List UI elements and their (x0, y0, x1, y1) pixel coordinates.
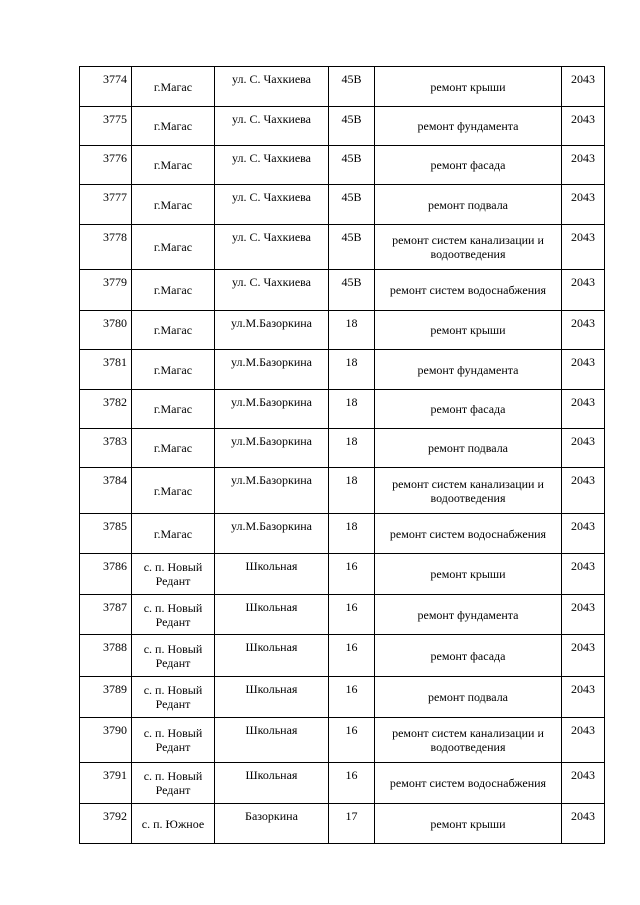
street-cell: ул. С. Чахкиева (215, 67, 329, 107)
table-body (80, 67, 605, 844)
year-cell: 2043 (562, 635, 605, 677)
table-row (80, 350, 605, 390)
settlement-cell: г.Магас (132, 350, 215, 390)
table-row (80, 270, 605, 311)
house-number-cell: 16 (329, 554, 375, 595)
table-row (80, 677, 605, 718)
work-type-cell: ремонт подвала (375, 429, 562, 468)
house-number-cell: 16 (329, 595, 375, 635)
settlement-cell: г.Магас (132, 185, 215, 225)
street-cell: ул. С. Чахкиева (215, 225, 329, 270)
work-type-cell: ремонт систем канализации и водоотведения (375, 718, 562, 763)
table-row (80, 67, 605, 107)
row-number: 3788 (80, 635, 132, 677)
street-cell: ул.М.Базоркина (215, 468, 329, 514)
work-type-cell: ремонт систем водоснабжения (375, 514, 562, 554)
table-row (80, 718, 605, 763)
settlement-cell: с. п. Новый Редант (132, 595, 215, 635)
work-type-cell: ремонт систем водоснабжения (375, 763, 562, 804)
row-number: 3784 (80, 468, 132, 514)
year-cell: 2043 (562, 390, 605, 429)
year-cell: 2043 (562, 146, 605, 185)
year-cell: 2043 (562, 185, 605, 225)
settlement-cell: с. п. Новый Редант (132, 677, 215, 718)
row-number: 3785 (80, 514, 132, 554)
table-row (80, 225, 605, 270)
row-number: 3775 (80, 107, 132, 146)
settlement-cell: г.Магас (132, 67, 215, 107)
work-type-cell: ремонт фасада (375, 390, 562, 429)
street-cell: ул. С. Чахкиева (215, 185, 329, 225)
year-cell: 2043 (562, 225, 605, 270)
work-type-cell: ремонт фундамента (375, 107, 562, 146)
house-number-cell: 18 (329, 468, 375, 514)
house-number-cell: 17 (329, 804, 375, 844)
row-number: 3783 (80, 429, 132, 468)
house-number-cell: 18 (329, 350, 375, 390)
table-row (80, 390, 605, 429)
year-cell: 2043 (562, 311, 605, 350)
street-cell: Школьная (215, 677, 329, 718)
settlement-cell: с. п. Новый Редант (132, 635, 215, 677)
house-number-cell: 18 (329, 429, 375, 468)
year-cell: 2043 (562, 107, 605, 146)
row-number: 3780 (80, 311, 132, 350)
work-type-cell: ремонт систем канализации и водоотведения (375, 468, 562, 514)
settlement-cell: г.Магас (132, 146, 215, 185)
work-type-cell: ремонт крыши (375, 311, 562, 350)
row-number: 3786 (80, 554, 132, 595)
row-number: 3791 (80, 763, 132, 804)
work-type-cell: ремонт систем водоснабжения (375, 270, 562, 311)
year-cell: 2043 (562, 270, 605, 311)
row-number: 3790 (80, 718, 132, 763)
work-type-cell: ремонт подвала (375, 677, 562, 718)
street-cell: Школьная (215, 635, 329, 677)
street-cell: ул. С. Чахкиева (215, 146, 329, 185)
house-number-cell: 18 (329, 311, 375, 350)
year-cell: 2043 (562, 595, 605, 635)
year-cell: 2043 (562, 429, 605, 468)
year-cell: 2043 (562, 514, 605, 554)
year-cell: 2043 (562, 350, 605, 390)
street-cell: Школьная (215, 718, 329, 763)
street-cell: ул.М.Базоркина (215, 311, 329, 350)
work-type-cell: ремонт фасада (375, 146, 562, 185)
table-row (80, 107, 605, 146)
row-number: 3792 (80, 804, 132, 844)
table-row (80, 635, 605, 677)
table-row (80, 763, 605, 804)
row-number: 3774 (80, 67, 132, 107)
settlement-cell: г.Магас (132, 468, 215, 514)
row-number: 3782 (80, 390, 132, 429)
street-cell: ул.М.Базоркина (215, 350, 329, 390)
house-number-cell: 18 (329, 390, 375, 429)
street-cell: Школьная (215, 763, 329, 804)
year-cell: 2043 (562, 468, 605, 514)
house-number-cell: 45В (329, 225, 375, 270)
street-cell: Школьная (215, 554, 329, 595)
settlement-cell: г.Магас (132, 270, 215, 311)
work-type-cell: ремонт крыши (375, 67, 562, 107)
house-number-cell: 45В (329, 146, 375, 185)
works-table (79, 66, 605, 844)
street-cell: ул. С. Чахкиева (215, 270, 329, 311)
row-number: 3779 (80, 270, 132, 311)
table-row (80, 595, 605, 635)
row-number: 3781 (80, 350, 132, 390)
work-type-cell: ремонт систем канализации и водоотведения (375, 225, 562, 270)
work-type-cell: ремонт крыши (375, 804, 562, 844)
house-number-cell: 45В (329, 185, 375, 225)
table-row (80, 514, 605, 554)
row-number: 3787 (80, 595, 132, 635)
settlement-cell: с. п. Новый Редант (132, 554, 215, 595)
work-type-cell: ремонт крыши (375, 554, 562, 595)
year-cell: 2043 (562, 763, 605, 804)
settlement-cell: с. п. Новый Редант (132, 718, 215, 763)
work-type-cell: ремонт фундамента (375, 350, 562, 390)
settlement-cell: с. п. Новый Редант (132, 763, 215, 804)
table-row (80, 804, 605, 844)
house-number-cell: 45В (329, 270, 375, 311)
work-type-cell: ремонт подвала (375, 185, 562, 225)
table-row (80, 554, 605, 595)
year-cell: 2043 (562, 804, 605, 844)
settlement-cell: г.Магас (132, 429, 215, 468)
year-cell: 2043 (562, 677, 605, 718)
row-number: 3777 (80, 185, 132, 225)
table-row (80, 468, 605, 514)
house-number-cell: 16 (329, 718, 375, 763)
row-number: 3789 (80, 677, 132, 718)
table-row (80, 311, 605, 350)
settlement-cell: г.Магас (132, 311, 215, 350)
settlement-cell: г.Магас (132, 514, 215, 554)
table-row (80, 429, 605, 468)
work-type-cell: ремонт фасада (375, 635, 562, 677)
house-number-cell: 45В (329, 107, 375, 146)
work-type-cell: ремонт фундамента (375, 595, 562, 635)
settlement-cell: г.Магас (132, 390, 215, 429)
year-cell: 2043 (562, 67, 605, 107)
house-number-cell: 16 (329, 635, 375, 677)
house-number-cell: 45В (329, 67, 375, 107)
row-number: 3778 (80, 225, 132, 270)
settlement-cell: г.Магас (132, 107, 215, 146)
street-cell: ул.М.Базоркина (215, 429, 329, 468)
settlement-cell: г.Магас (132, 225, 215, 270)
house-number-cell: 16 (329, 677, 375, 718)
house-number-cell: 18 (329, 514, 375, 554)
table-row (80, 185, 605, 225)
year-cell: 2043 (562, 718, 605, 763)
street-cell: ул.М.Базоркина (215, 390, 329, 429)
street-cell: Школьная (215, 595, 329, 635)
settlement-cell: с. п. Южное (132, 804, 215, 844)
table-row (80, 146, 605, 185)
row-number: 3776 (80, 146, 132, 185)
year-cell: 2043 (562, 554, 605, 595)
house-number-cell: 16 (329, 763, 375, 804)
street-cell: Базоркина (215, 804, 329, 844)
street-cell: ул. С. Чахкиева (215, 107, 329, 146)
street-cell: ул.М.Базоркина (215, 514, 329, 554)
